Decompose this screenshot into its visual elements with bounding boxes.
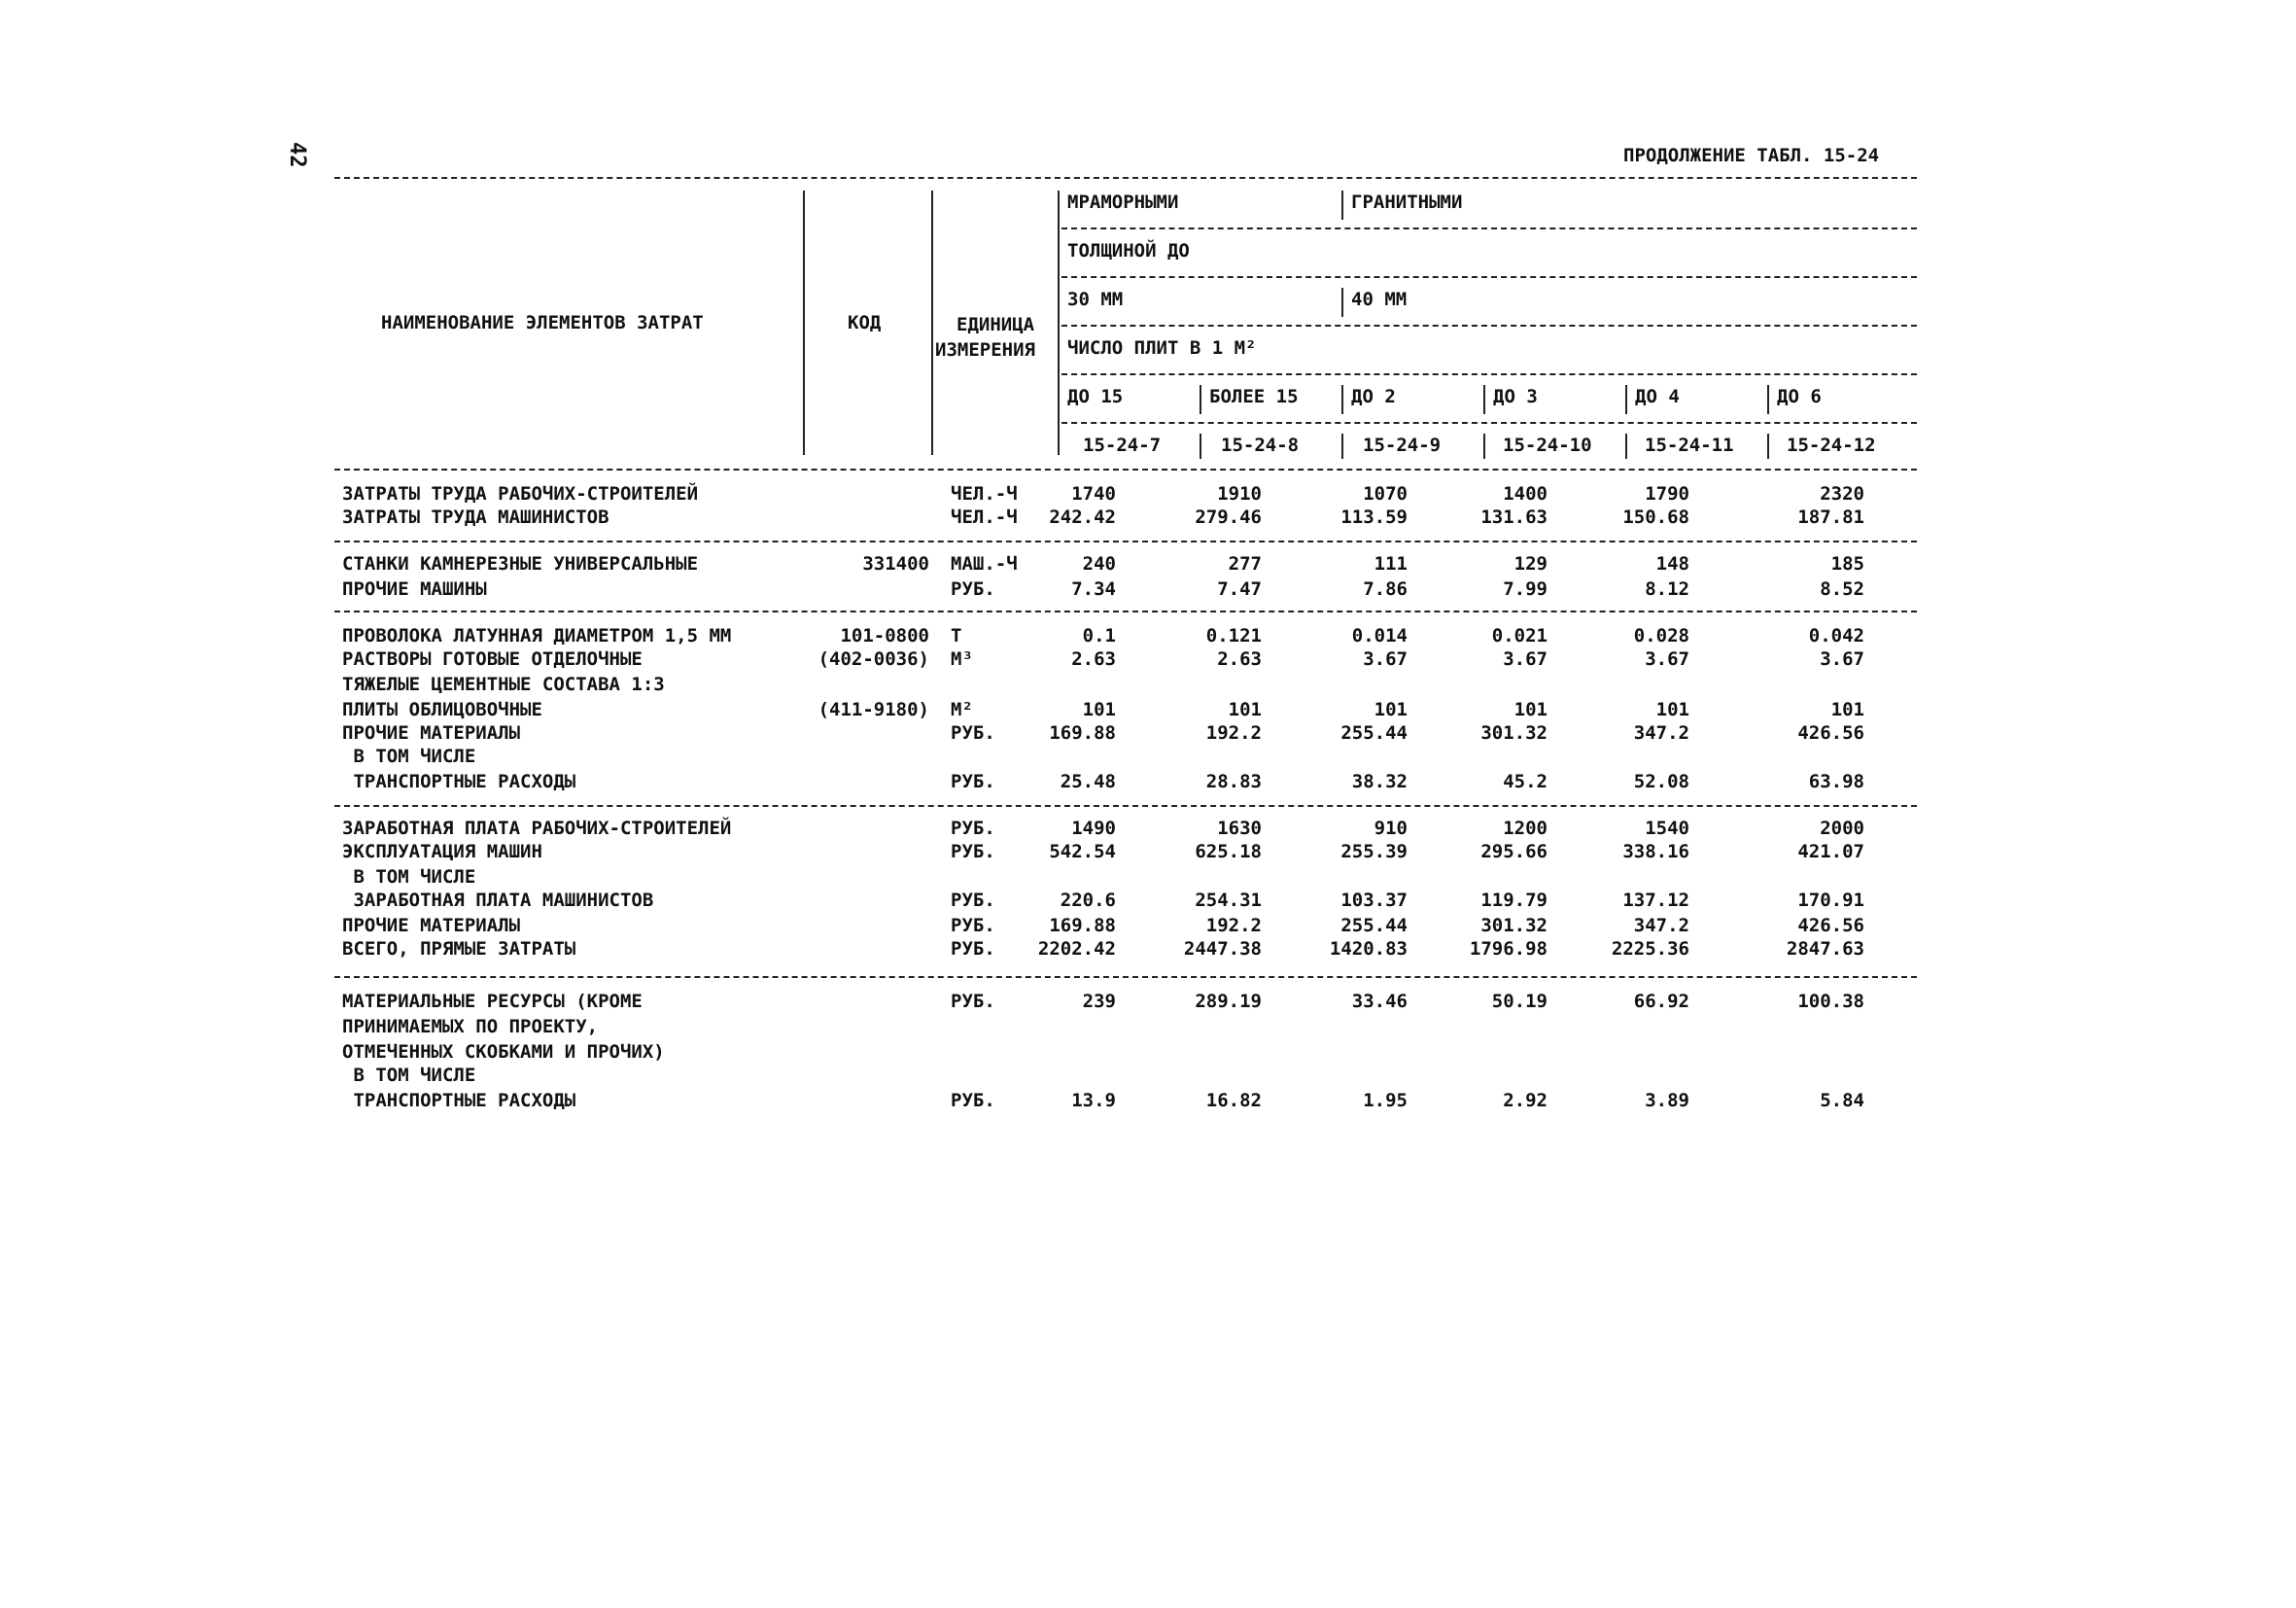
row-4-value-6: 0.042 — [1808, 625, 1864, 647]
row-11-value-3: 910 — [1374, 818, 1408, 839]
header-divider-40mm — [1341, 288, 1343, 317]
row-2-value-4: 129 — [1513, 553, 1548, 575]
row-18-name: ПРИНИМАЕМЫХ ПО ПРОЕКТУ, — [342, 1016, 599, 1037]
row-4-value-4: 0.021 — [1491, 625, 1548, 647]
row-0-unit: ЧЕЛ.-Ч — [951, 483, 1018, 505]
header-name-column: НАИМЕНОВАНИЕ ЭЛЕМЕНТОВ ЗАТРАТ — [381, 312, 704, 333]
row-21-name: ТРАНСПОРТНЫЕ РАСХОДЫ — [342, 1090, 576, 1111]
row-7-unit: М² — [951, 699, 973, 720]
row-2-value-2: 277 — [1228, 553, 1262, 575]
row-4-code: 101-0800 — [840, 625, 929, 647]
row-16-name: ВСЕГО, ПРЯМЫЕ ЗАТРАТЫ — [342, 938, 576, 960]
row-2-unit: МАШ.-Ч — [951, 553, 1018, 575]
row-6-name: ТЯЖЕЛЫЕ ЦЕМЕНТНЫЕ СОСТАВА 1:3 — [342, 674, 665, 695]
row-15-unit: РУБ. — [951, 915, 995, 936]
row-14-value-1: 220.6 — [1060, 890, 1116, 911]
row-1-value-2: 279.46 — [1195, 507, 1262, 528]
row-10-value-6: 63.98 — [1808, 771, 1864, 792]
row-4-unit: Т — [951, 625, 962, 647]
row-2-value-5: 148 — [1655, 553, 1689, 575]
row-7-value-5: 101 — [1655, 699, 1689, 720]
row-1-value-3: 113.59 — [1340, 507, 1408, 528]
row-15-value-3: 255.44 — [1340, 915, 1408, 936]
header-divider-d6 — [1767, 434, 1769, 459]
row-1-value-1: 242.42 — [1049, 507, 1116, 528]
row-14-value-4: 119.79 — [1480, 890, 1548, 911]
row-20-name: В ТОМ ЧИСЛЕ — [342, 1065, 476, 1086]
header-divider-c3 — [1341, 385, 1343, 414]
header-unit-line-2: ИЗМЕРЕНИЯ — [935, 339, 1035, 361]
header-count-2: БОЛЕЕ 15 — [1209, 386, 1299, 407]
row-0-value-3: 1070 — [1363, 483, 1408, 505]
header-code-4: 15-24-10 — [1503, 435, 1592, 456]
row-8-value-1: 169.88 — [1049, 722, 1116, 744]
row-10-value-5: 52.08 — [1633, 771, 1689, 792]
row-14-value-6: 170.91 — [1797, 890, 1864, 911]
row-3-unit: РУБ. — [951, 578, 995, 600]
row-0-value-6: 2320 — [1820, 483, 1864, 505]
row-14-value-2: 254.31 — [1195, 890, 1262, 911]
row-2-name: СТАНКИ КАМНЕРЕЗНЫЕ УНИВЕРСАЛЬНЫЕ — [342, 553, 699, 575]
row-3-value-5: 8.12 — [1645, 578, 1689, 600]
row-1-unit: ЧЕЛ.-Ч — [951, 507, 1018, 528]
row-5-value-3: 3.67 — [1363, 648, 1408, 670]
row-7-value-2: 101 — [1228, 699, 1262, 720]
rule-top — [334, 177, 1917, 179]
header-divider-granite — [1341, 191, 1343, 220]
row-0-value-4: 1400 — [1503, 483, 1548, 505]
row-21-value-5: 3.89 — [1645, 1090, 1689, 1111]
row-2-value-3: 111 — [1374, 553, 1408, 575]
row-7-value-1: 101 — [1082, 699, 1116, 720]
row-21-value-6: 5.84 — [1820, 1090, 1864, 1111]
row-5-value-2: 2.63 — [1217, 648, 1262, 670]
row-14-unit: РУБ. — [951, 890, 995, 911]
header-count-6: ДО 6 — [1777, 386, 1822, 407]
row-10-value-2: 28.83 — [1205, 771, 1262, 792]
rule-section-2 — [334, 611, 1917, 612]
rule-header-5 — [1061, 422, 1917, 424]
row-11-value-5: 1540 — [1645, 818, 1689, 839]
header-divider-d2 — [1200, 434, 1201, 459]
header-code-2: 15-24-8 — [1221, 435, 1300, 456]
row-11-unit: РУБ. — [951, 818, 995, 839]
header-divider-1 — [803, 191, 805, 455]
header-code-column: КОД — [848, 312, 882, 333]
row-11-value-4: 1200 — [1503, 818, 1548, 839]
row-0-value-1: 1740 — [1071, 483, 1116, 505]
rule-header-4 — [1061, 373, 1917, 375]
row-8-value-2: 192.2 — [1205, 722, 1262, 744]
row-11-value-1: 1490 — [1071, 818, 1116, 839]
row-1-name: ЗАТРАТЫ ТРУДА МАШИНИСТОВ — [342, 507, 609, 528]
row-17-value-3: 33.46 — [1351, 991, 1408, 1012]
row-19-name: ОТМЕЧЕННЫХ СКОБКАМИ И ПРОЧИХ) — [342, 1041, 665, 1063]
row-16-value-4: 1796.98 — [1469, 938, 1548, 960]
rule-section-4 — [334, 976, 1917, 978]
row-4-value-3: 0.014 — [1351, 625, 1408, 647]
row-1-value-4: 131.63 — [1480, 507, 1548, 528]
header-divider-c2 — [1200, 385, 1201, 414]
row-11-value-2: 1630 — [1217, 818, 1262, 839]
row-10-value-1: 25.48 — [1060, 771, 1116, 792]
row-15-value-4: 301.32 — [1480, 915, 1548, 936]
header-unit-line-1: ЕДИНИЦА — [957, 314, 1035, 335]
rule-section-3 — [334, 805, 1917, 807]
row-17-value-1: 239 — [1082, 991, 1116, 1012]
header-thickness: ТОЛЩИНОЙ ДО — [1067, 240, 1190, 262]
row-10-value-4: 45.2 — [1503, 771, 1548, 792]
header-divider-3 — [1058, 191, 1060, 455]
row-4-name: ПРОВОЛОКА ЛАТУННАЯ ДИАМЕТРОМ 1,5 ММ — [342, 625, 732, 647]
rule-header-1 — [1061, 227, 1917, 229]
row-8-name: ПРОЧИЕ МАТЕРИАЛЫ — [342, 722, 521, 744]
row-0-value-2: 1910 — [1217, 483, 1262, 505]
row-12-value-3: 255.39 — [1340, 841, 1408, 862]
row-14-value-5: 137.12 — [1622, 890, 1689, 911]
header-divider-d3 — [1341, 434, 1343, 459]
row-10-value-3: 38.32 — [1351, 771, 1408, 792]
header-divider-c6 — [1767, 385, 1769, 414]
row-17-value-2: 289.19 — [1195, 991, 1262, 1012]
row-10-unit: РУБ. — [951, 771, 995, 792]
row-3-value-1: 7.34 — [1071, 578, 1116, 600]
row-2-value-1: 240 — [1082, 553, 1116, 575]
row-4-value-1: 0.1 — [1082, 625, 1116, 647]
row-21-value-2: 16.82 — [1205, 1090, 1262, 1111]
header-divider-2 — [931, 191, 933, 455]
row-21-unit: РУБ. — [951, 1090, 995, 1111]
row-5-value-5: 3.67 — [1645, 648, 1689, 670]
row-17-value-6: 100.38 — [1797, 991, 1864, 1012]
row-17-value-5: 66.92 — [1633, 991, 1689, 1012]
row-8-value-3: 255.44 — [1340, 722, 1408, 744]
header-count-3: ДО 2 — [1351, 386, 1396, 407]
row-2-value-6: 185 — [1830, 553, 1864, 575]
row-7-name: ПЛИТЫ ОБЛИЦОВОЧНЫЕ — [342, 699, 542, 720]
row-16-value-1: 2202.42 — [1037, 938, 1116, 960]
row-15-value-6: 426.56 — [1797, 915, 1864, 936]
header-marble: МРАМОРНЫМИ — [1067, 192, 1179, 213]
rule-section-1 — [334, 541, 1917, 542]
row-16-value-3: 1420.83 — [1329, 938, 1408, 960]
header-code-6: 15-24-12 — [1787, 435, 1876, 456]
row-4-value-2: 0.121 — [1205, 625, 1262, 647]
rule-header-bottom — [334, 469, 1917, 471]
row-0-name: ЗАТРАТЫ ТРУДА РАБОЧИХ-СТРОИТЕЛЕЙ — [342, 483, 699, 505]
row-12-unit: РУБ. — [951, 841, 995, 862]
row-16-value-2: 2447.38 — [1183, 938, 1262, 960]
row-5-name: РАСТВОРЫ ГОТОВЫЕ ОТДЕЛОЧНЫЕ — [342, 648, 643, 670]
header-divider-c4 — [1483, 385, 1485, 414]
header-plates-per-m2: ЧИСЛО ПЛИТ В 1 М² — [1067, 337, 1257, 359]
rule-header-3 — [1061, 325, 1917, 327]
row-5-code: (402-0036) — [818, 648, 929, 670]
header-divider-d4 — [1483, 434, 1485, 459]
row-14-name: ЗАРАБОТНАЯ ПЛАТА МАШИНИСТОВ — [342, 890, 654, 911]
row-3-name: ПРОЧИЕ МАШИНЫ — [342, 578, 487, 600]
row-5-unit: М³ — [951, 648, 973, 670]
header-divider-d5 — [1625, 434, 1627, 459]
row-0-value-5: 1790 — [1645, 483, 1689, 505]
row-14-value-3: 103.37 — [1340, 890, 1408, 911]
header-count-4: ДО 3 — [1493, 386, 1538, 407]
row-4-value-5: 0.028 — [1633, 625, 1689, 647]
row-7-code: (411-9180) — [818, 699, 929, 720]
row-9-name: В ТОМ ЧИСЛЕ — [342, 746, 476, 767]
header-count-5: ДО 4 — [1635, 386, 1680, 407]
row-17-name: МАТЕРИАЛЬНЫЕ РЕСУРСЫ (КРОМЕ — [342, 991, 643, 1012]
row-8-value-5: 347.2 — [1633, 722, 1689, 744]
row-8-value-4: 301.32 — [1480, 722, 1548, 744]
row-1-value-5: 150.68 — [1622, 507, 1689, 528]
header-40mm: 40 ММ — [1351, 289, 1408, 310]
row-8-unit: РУБ. — [951, 722, 995, 744]
row-21-value-4: 2.92 — [1503, 1090, 1548, 1111]
row-16-unit: РУБ. — [951, 938, 995, 960]
page-number: 42 — [285, 142, 309, 168]
row-3-value-4: 7.99 — [1503, 578, 1548, 600]
row-12-value-4: 295.66 — [1480, 841, 1548, 862]
row-8-value-6: 426.56 — [1797, 722, 1864, 744]
row-15-value-1: 169.88 — [1049, 915, 1116, 936]
header-code-1: 15-24-7 — [1083, 435, 1162, 456]
header-code-5: 15-24-11 — [1645, 435, 1734, 456]
row-15-name: ПРОЧИЕ МАТЕРИАЛЫ — [342, 915, 521, 936]
row-12-value-5: 338.16 — [1622, 841, 1689, 862]
row-12-name: ЭКСПЛУАТАЦИЯ МАШИН — [342, 841, 542, 862]
header-divider-c5 — [1625, 385, 1627, 414]
row-3-value-2: 7.47 — [1217, 578, 1262, 600]
row-17-unit: РУБ. — [951, 991, 995, 1012]
row-7-value-6: 101 — [1830, 699, 1864, 720]
rule-header-2 — [1061, 276, 1917, 278]
header-granite: ГРАНИТНЫМИ — [1351, 192, 1463, 213]
row-1-value-6: 187.81 — [1797, 507, 1864, 528]
row-21-value-3: 1.95 — [1363, 1090, 1408, 1111]
row-5-value-1: 2.63 — [1071, 648, 1116, 670]
table-continuation-title: ПРОДОЛЖЕНИЕ ТАБЛ. 15-24 — [1623, 145, 1880, 166]
row-13-name: В ТОМ ЧИСЛЕ — [342, 866, 476, 888]
row-5-value-6: 3.67 — [1820, 648, 1864, 670]
row-17-value-4: 50.19 — [1491, 991, 1548, 1012]
header-count-1: ДО 15 — [1067, 386, 1124, 407]
row-7-value-4: 101 — [1513, 699, 1548, 720]
row-15-value-2: 192.2 — [1205, 915, 1262, 936]
row-11-name: ЗАРАБОТНАЯ ПЛАТА РАБОЧИХ-СТРОИТЕЛЕЙ — [342, 818, 732, 839]
header-30mm: 30 ММ — [1067, 289, 1124, 310]
row-3-value-6: 8.52 — [1820, 578, 1864, 600]
row-3-value-3: 7.86 — [1363, 578, 1408, 600]
row-12-value-1: 542.54 — [1049, 841, 1116, 862]
row-16-value-5: 2225.36 — [1611, 938, 1689, 960]
row-16-value-6: 2847.63 — [1786, 938, 1864, 960]
row-10-name: ТРАНСПОРТНЫЕ РАСХОДЫ — [342, 771, 576, 792]
row-2-code: 331400 — [862, 553, 929, 575]
row-5-value-4: 3.67 — [1503, 648, 1548, 670]
header-code-3: 15-24-9 — [1363, 435, 1442, 456]
row-11-value-6: 2000 — [1820, 818, 1864, 839]
row-21-value-1: 13.9 — [1071, 1090, 1116, 1111]
row-12-value-2: 625.18 — [1195, 841, 1262, 862]
row-12-value-6: 421.07 — [1797, 841, 1864, 862]
row-15-value-5: 347.2 — [1633, 915, 1689, 936]
row-7-value-3: 101 — [1374, 699, 1408, 720]
